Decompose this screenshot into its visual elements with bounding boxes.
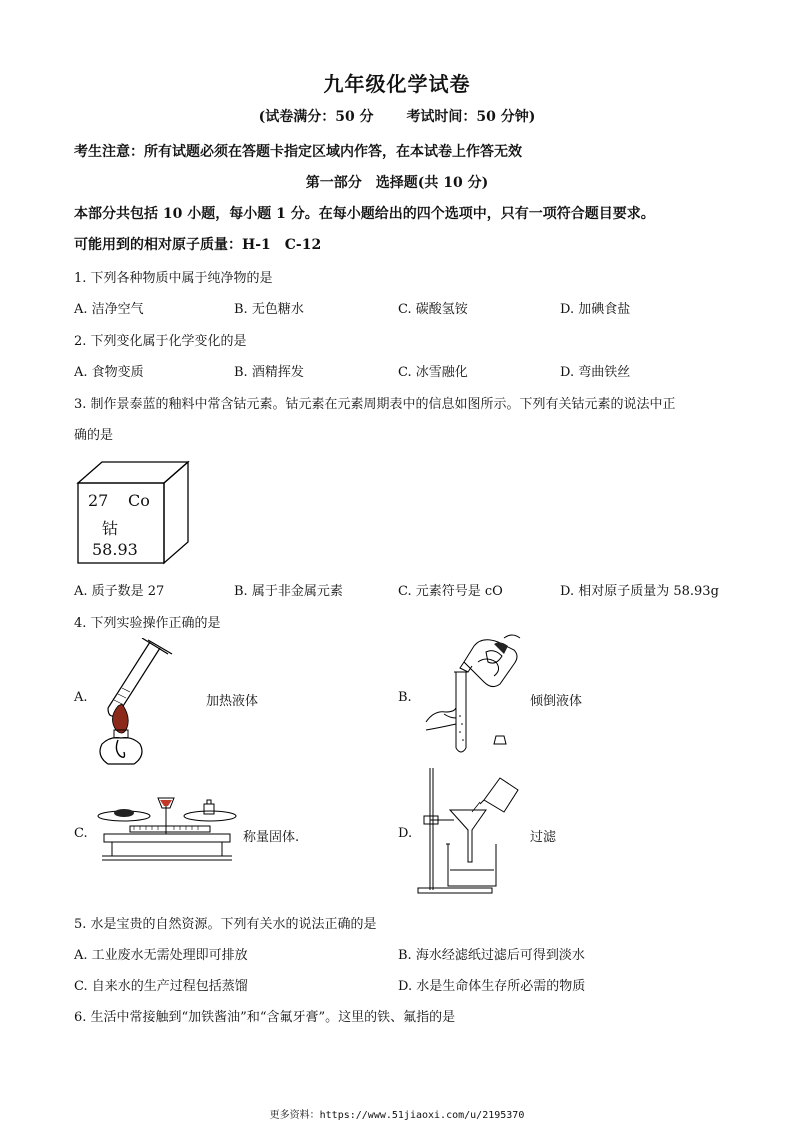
exam-time: 考试时间：50 分钟): [406, 109, 536, 125]
q5-option-b: B. 海水经滤纸过滤后可得到淡水: [398, 948, 585, 963]
question-2: 2. 下列变化属于化学变化的是: [74, 334, 247, 349]
q2-option-c: C. 冰雪融化: [398, 365, 468, 380]
question-3-line1: 3. 制作景泰蓝的釉料中常含钴元素。钴元素在元素周期表中的信息如图所示。下列有关钴元素的说法中正: [74, 397, 676, 412]
q4-option-d-letter: D.: [398, 826, 413, 841]
weighing-solid-figure: [90, 794, 240, 870]
q1-option-d: D. 加碘食盐: [560, 302, 631, 317]
filtration-figure: [414, 766, 524, 896]
q5-option-a: A. 工业废水无需处理即可排放: [74, 948, 248, 963]
q4-option-c-letter: C.: [74, 826, 88, 841]
atomic-mass-note: 可能用到的相对原子质量：H-1 C-12: [74, 237, 322, 253]
question-5: 5. 水是宝贵的自然资源。下列有关水的说法正确的是: [74, 917, 377, 932]
footer-link[interactable]: 更多资料：https://www.51jiaoxi.com/u/2195370: [269, 1110, 525, 1121]
element-cell-figure: [74, 458, 194, 568]
page-title: 九年级化学试卷: [323, 72, 471, 96]
q2-option-b: B. 酒精挥发: [234, 365, 304, 380]
heating-liquid-figure: [88, 638, 198, 768]
q4-option-b-label: 倾倒液体: [530, 694, 583, 709]
full-score: (试卷满分：50 分: [258, 109, 374, 125]
instructions: 本部分共包括 10 小题，每小题 1 分。在每小题给出的四个选项中，只有一项符合题目要求。: [74, 206, 655, 222]
element-name: 钴: [102, 519, 119, 538]
q1-option-c: C. 碳酸氢铵: [398, 302, 468, 317]
q3-option-b: B. 属于非金属元素: [234, 584, 343, 599]
question-6: 6. 生活中常接触到“加铁酱油”和“含氟牙膏”。这里的铁、氟指的是: [74, 1010, 456, 1025]
question-4: 4. 下列实验操作正确的是: [74, 616, 221, 631]
q5-option-d: D. 水是生命体生存所必需的物质: [398, 979, 586, 994]
q1-option-b: B. 无色糖水: [234, 302, 304, 317]
q2-option-d: D. 弯曲铁丝: [560, 365, 631, 380]
question-1: 1. 下列各种物质中属于纯净物的是: [74, 271, 273, 286]
q4-option-d-label: 过滤: [530, 830, 557, 845]
q3-option-c: C. 元素符号是 cO: [398, 584, 503, 599]
q4-option-b-letter: B.: [398, 690, 412, 705]
q2-option-a: A. 食物变质: [74, 365, 144, 380]
exam-info: [0, 106, 794, 126]
q3-option-a: A. 质子数是 27: [74, 584, 165, 599]
q5-option-c: C. 自来水的生产过程包括蒸馏: [74, 979, 248, 994]
q4-option-a-label: 加热液体: [206, 694, 259, 709]
element-symbol: Co: [128, 491, 150, 510]
q1-option-a: A. 洁净空气: [74, 302, 144, 317]
q3-option-d: D. 相对原子质量为 58.93g: [560, 584, 719, 599]
q4-option-c-label: 称量固体.: [243, 830, 300, 845]
q4-option-a-letter: A.: [74, 690, 88, 705]
section-title: 第一部分 选择题(共 10 分): [305, 175, 489, 191]
question-3-line2: 确的是: [74, 428, 114, 443]
notice: 考生注意：所有试题必须在答题卡指定区域内作答，在本试卷上作答无效: [74, 144, 522, 160]
atomic-number: 27: [88, 491, 109, 510]
atomic-mass: 58.93: [92, 540, 138, 559]
pouring-liquid-figure: [416, 632, 526, 758]
